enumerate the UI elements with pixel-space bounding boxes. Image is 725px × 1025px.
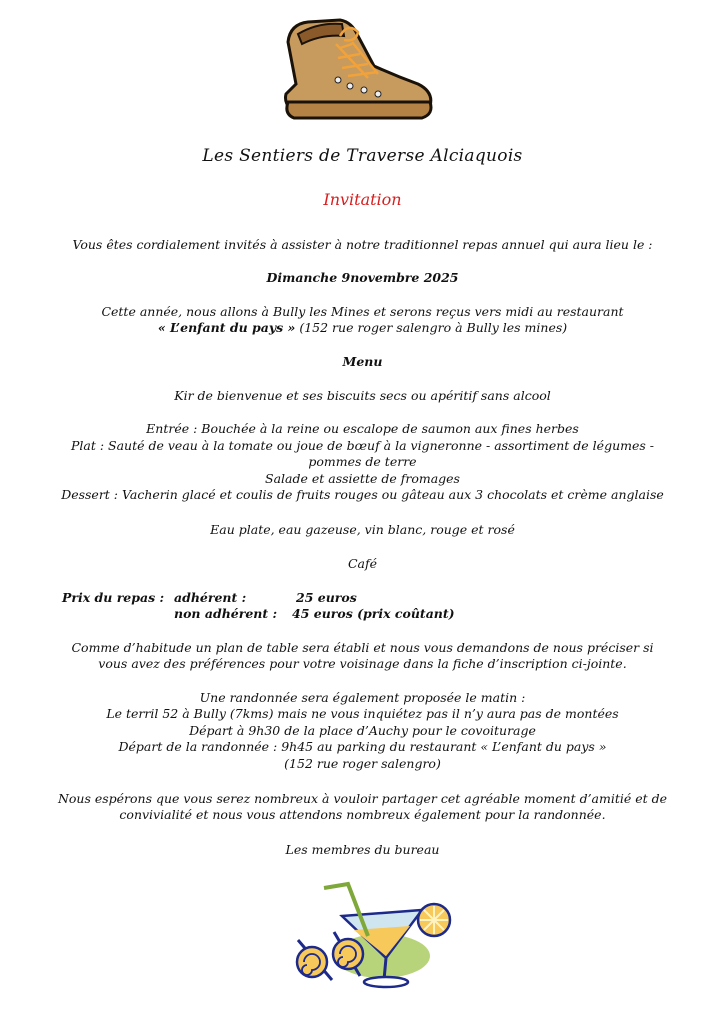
restaurant-name: « L’enfant du pays » bbox=[157, 320, 296, 335]
restaurant-address: (152 rue roger salengro à Bully les mines) bbox=[295, 320, 568, 335]
menu-entree: Entrée : Bouchée à la reine ou escalope de saumon aux fines herbes bbox=[146, 421, 579, 436]
closing-text: Nous espérons que vous serez nombreux à vouloir partager cet agréable moment d’amitié et de bbox=[57, 791, 668, 806]
signature: Les membres du bureau bbox=[285, 842, 440, 857]
hike-start: Départ de la randonnée : 9h45 au parking du restaurant « L’enfant du pays » bbox=[118, 739, 607, 754]
menu-plat: Plat : Sauté de veau à la tomate ou joue de bœuf à la vigneronne - assortiment de légumes - bbox=[71, 438, 654, 453]
intro-text: Vous êtes cordialement invités à assister à notre traditionnel repas annuel qui aura lieu le : bbox=[72, 237, 653, 252]
nonmember-price: 45 euros (prix coûtant) bbox=[292, 606, 455, 621]
price-label: Prix du repas : bbox=[62, 590, 165, 605]
menu-coffee: Café bbox=[347, 556, 378, 571]
menu-dessert: Dessert : Vacherin glacé et coulis de fruits rouges ou gâteau aux 3 chocolats et crème anglaise bbox=[61, 487, 664, 502]
menu-plat-continued: pommes de terre bbox=[308, 454, 417, 469]
cocktail-icon bbox=[282, 880, 452, 990]
nonmember-label: non adhérent : bbox=[174, 606, 278, 621]
location-line: Cette année, nous allons à Bully les Mines et serons reçus vers midi au restaurant bbox=[101, 304, 624, 319]
member-label: adhérent : bbox=[174, 590, 247, 605]
seating-text: Comme d’habitude un plan de table sera établi et nous vous demandons de nous préciser si bbox=[71, 640, 654, 655]
menu-aperitif: Kir de bienvenue et ses biscuits secs ou apéritif sans alcool bbox=[174, 388, 551, 403]
menu-drinks: Eau plate, eau gazeuse, vin blanc, rouge et rosé bbox=[210, 522, 515, 537]
closing-text-continued: convivialité et nous vous attendons nombreux également pour la randonnée. bbox=[119, 807, 606, 822]
event-date: Dimanche 9novembre 2025 bbox=[266, 270, 459, 285]
document-title: Les Sentiers de Traverse Alciaquois bbox=[202, 146, 523, 166]
hike-route: Le terril 52 à Bully (7kms) mais ne vous inquiétez pas il n’y aura pas de montées bbox=[106, 706, 619, 721]
hiking-boot-icon bbox=[278, 14, 438, 122]
menu-heading: Menu bbox=[342, 354, 383, 369]
seating-text-continued: vous avez des préférences pour votre voisinage dans la fiche d’inscription ci-jointe. bbox=[98, 656, 627, 671]
location-address-line bbox=[0, 320, 725, 336]
member-price: 25 euros bbox=[296, 590, 357, 605]
hike-intro: Une randonnée sera également proposée le matin : bbox=[199, 690, 526, 705]
hike-carpool: Départ à 9h30 de la place d’Auchy pour le covoiturage bbox=[189, 723, 536, 738]
invitation-heading: Invitation bbox=[323, 190, 402, 209]
menu-fromage: Salade et assiette de fromages bbox=[265, 471, 460, 486]
hike-address: (152 rue roger salengro) bbox=[284, 756, 441, 771]
